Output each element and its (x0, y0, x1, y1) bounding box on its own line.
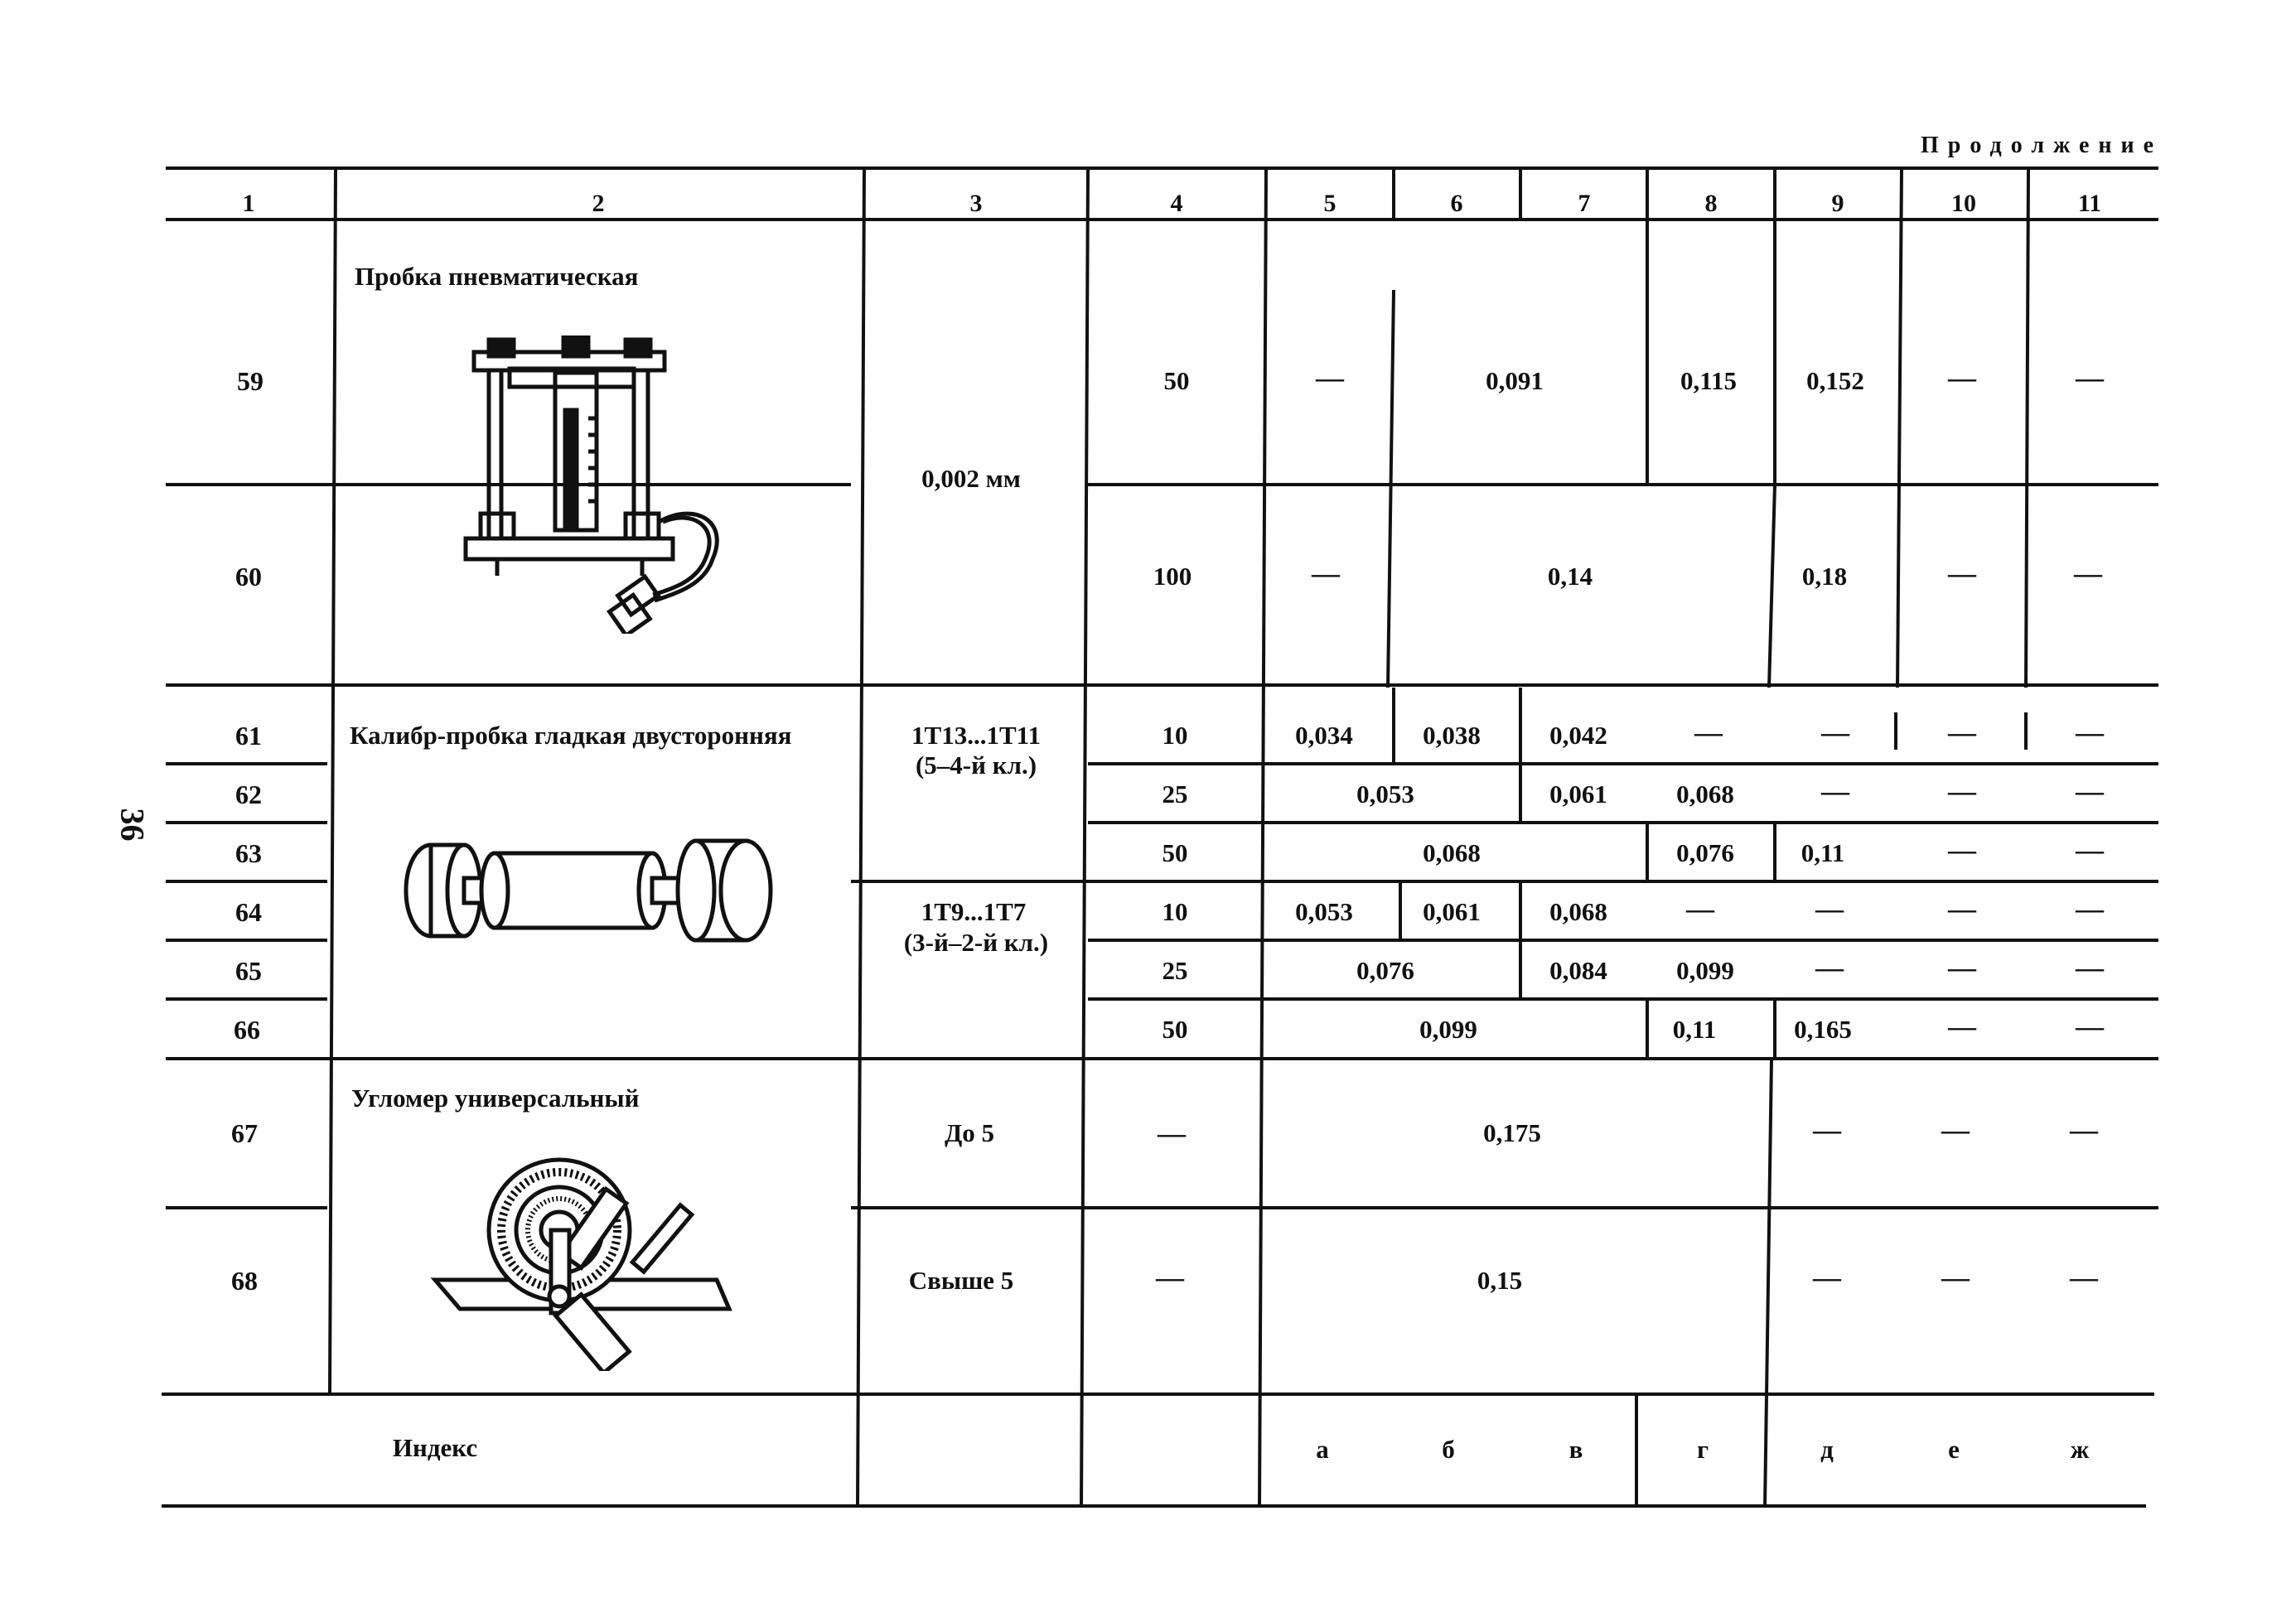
cell-dash: — (1821, 776, 1849, 807)
cell-dash: — (1948, 835, 1976, 866)
cell-value: 0,076 (1676, 838, 1734, 867)
index-row-label: Индекс (392, 1433, 478, 1462)
cell-accuracy: До 5 (944, 1118, 995, 1147)
cell-value: 0,068 (1423, 838, 1481, 867)
cell-value: 0,034 (1295, 721, 1353, 750)
row-number: 63 (235, 838, 262, 868)
cell-value: 0,099 (1676, 956, 1734, 985)
cell-dash: — (2076, 1011, 2104, 1042)
cell-dash: — (1948, 894, 1976, 924)
col-header-4: 4 (1170, 190, 1183, 217)
col-header-5: 5 (1323, 190, 1337, 217)
cell-size: 50 (1163, 366, 1190, 395)
cell-dash: — (1156, 1262, 1184, 1293)
cell-dash: — (1948, 776, 1976, 807)
col-header-9: 9 (1831, 190, 1844, 217)
col-header-7: 7 (1578, 190, 1591, 217)
cell-dash: — (1312, 558, 1340, 589)
cell-size: 10 (1162, 897, 1188, 926)
cell-accuracy-line1: 1Т13...1Т11 (911, 721, 1041, 750)
row-number: 64 (235, 897, 262, 927)
cell-accuracy-line1: 1Т9...1Т7 (921, 897, 1027, 926)
cell-size: 50 (1162, 838, 1188, 867)
cell-value: 0,042 (1549, 721, 1607, 750)
cell-dash: — (1821, 717, 1849, 748)
cell-dash: — (2070, 1262, 2098, 1293)
cell-dash: — (1158, 1118, 1186, 1149)
cell-dash: — (2076, 717, 2104, 748)
cell-dash: — (1815, 894, 1844, 924)
universal-protractor-drawing (427, 1156, 742, 1371)
double-sided-plug-gauge-drawing (402, 837, 791, 948)
index-letter: а (1316, 1435, 1329, 1464)
col-header-3: 3 (969, 190, 983, 217)
cell-dash: — (1948, 717, 1976, 748)
cell-dash: — (1941, 1262, 1970, 1293)
cell-value: 0,11 (1672, 1015, 1717, 1044)
instrument-name-protractor: Угломер универсальный (351, 1084, 640, 1113)
index-letter: ж (2070, 1435, 2090, 1464)
cell-dash: — (1948, 558, 1976, 589)
index-letter: г (1696, 1435, 1709, 1464)
cell-value: 0,053 (1295, 897, 1353, 926)
cell-size: 25 (1162, 956, 1188, 985)
cell-accuracy-line2: (5–4-й кл.) (915, 751, 1037, 780)
index-letter: б (1442, 1435, 1455, 1464)
col-header-2: 2 (592, 190, 605, 217)
cell-dash: — (1316, 363, 1344, 393)
cell-size: 25 (1162, 780, 1188, 808)
row-number: 65 (235, 956, 262, 986)
row-number: 61 (235, 721, 262, 751)
col-header-1: 1 (242, 190, 255, 217)
cell-value: 0,084 (1549, 956, 1607, 985)
cell-value: 0,115 (1680, 366, 1738, 395)
row-number: 62 (235, 780, 262, 809)
cell-dash: — (2076, 894, 2104, 924)
cell-dash: — (1815, 953, 1844, 983)
cell-value: 0,11 (1801, 838, 1845, 867)
index-letter: д (1820, 1435, 1834, 1464)
cell-value: 0,099 (1419, 1015, 1477, 1044)
cell-dash: — (1686, 894, 1714, 924)
cell-accuracy: Свыше 5 (908, 1266, 1014, 1295)
cell-dash: — (1813, 1262, 1841, 1293)
row-number: 59 (237, 366, 263, 396)
row-number: 60 (235, 562, 262, 591)
cell-dash: — (1694, 717, 1723, 748)
index-letter: е (1948, 1435, 1960, 1464)
cell-dash: — (1948, 363, 1976, 393)
cell-value: 0,14 (1547, 562, 1593, 591)
cell-size: 100 (1153, 562, 1192, 591)
continuation-label: Продолжение (1921, 133, 2163, 158)
row-number: 68 (231, 1266, 258, 1296)
cell-value: 0,068 (1549, 897, 1607, 926)
cell-dash: — (2074, 558, 2102, 589)
cell-dash: — (1941, 1115, 1970, 1146)
row-number: 66 (234, 1015, 260, 1045)
col-header-8: 8 (1704, 190, 1718, 217)
cell-value: 0,038 (1423, 721, 1481, 750)
instrument-name-pneumatic-plug: Пробка пневматическая (355, 262, 639, 291)
cell-value: 0,061 (1423, 897, 1481, 926)
cell-value: 0,061 (1549, 780, 1607, 808)
cell-value: 0,068 (1676, 780, 1734, 808)
cell-value: 0,076 (1356, 956, 1414, 985)
pneumatic-plug-gauge-drawing (456, 335, 737, 634)
cell-dash: — (2076, 363, 2104, 393)
col-header-11: 11 (2077, 190, 2102, 217)
cell-dash: — (2076, 835, 2104, 866)
cell-value: 0,152 (1806, 366, 1864, 395)
cell-size: 50 (1162, 1015, 1188, 1044)
cell-dash: — (1948, 953, 1976, 983)
index-letter: в (1569, 1435, 1583, 1464)
cell-accuracy-line2: (3-й–2-й кл.) (903, 928, 1049, 957)
cell-accuracy: 0,002 мм (921, 464, 1021, 493)
cell-dash: — (2076, 953, 2104, 983)
cell-dash: — (1813, 1115, 1841, 1146)
col-header-10: 10 (1951, 190, 1976, 217)
row-number: 67 (231, 1118, 258, 1148)
col-header-6: 6 (1450, 190, 1463, 217)
cell-value: 0,053 (1356, 780, 1414, 808)
cell-value: 0,18 (1801, 562, 1848, 591)
cell-dash: — (2076, 776, 2104, 807)
cell-dash: — (1948, 1011, 1976, 1042)
cell-value: 0,15 (1477, 1266, 1523, 1295)
cell-size: 10 (1162, 721, 1188, 750)
instrument-name-plug-gauge: Калибр-пробка гладкая двусторонняя (350, 721, 792, 750)
cell-dash: — (2070, 1115, 2098, 1146)
page-number: 36 (114, 808, 152, 842)
cell-value: 0,165 (1794, 1015, 1852, 1044)
cell-value: 0,175 (1483, 1118, 1541, 1147)
cell-value: 0,091 (1486, 366, 1544, 395)
